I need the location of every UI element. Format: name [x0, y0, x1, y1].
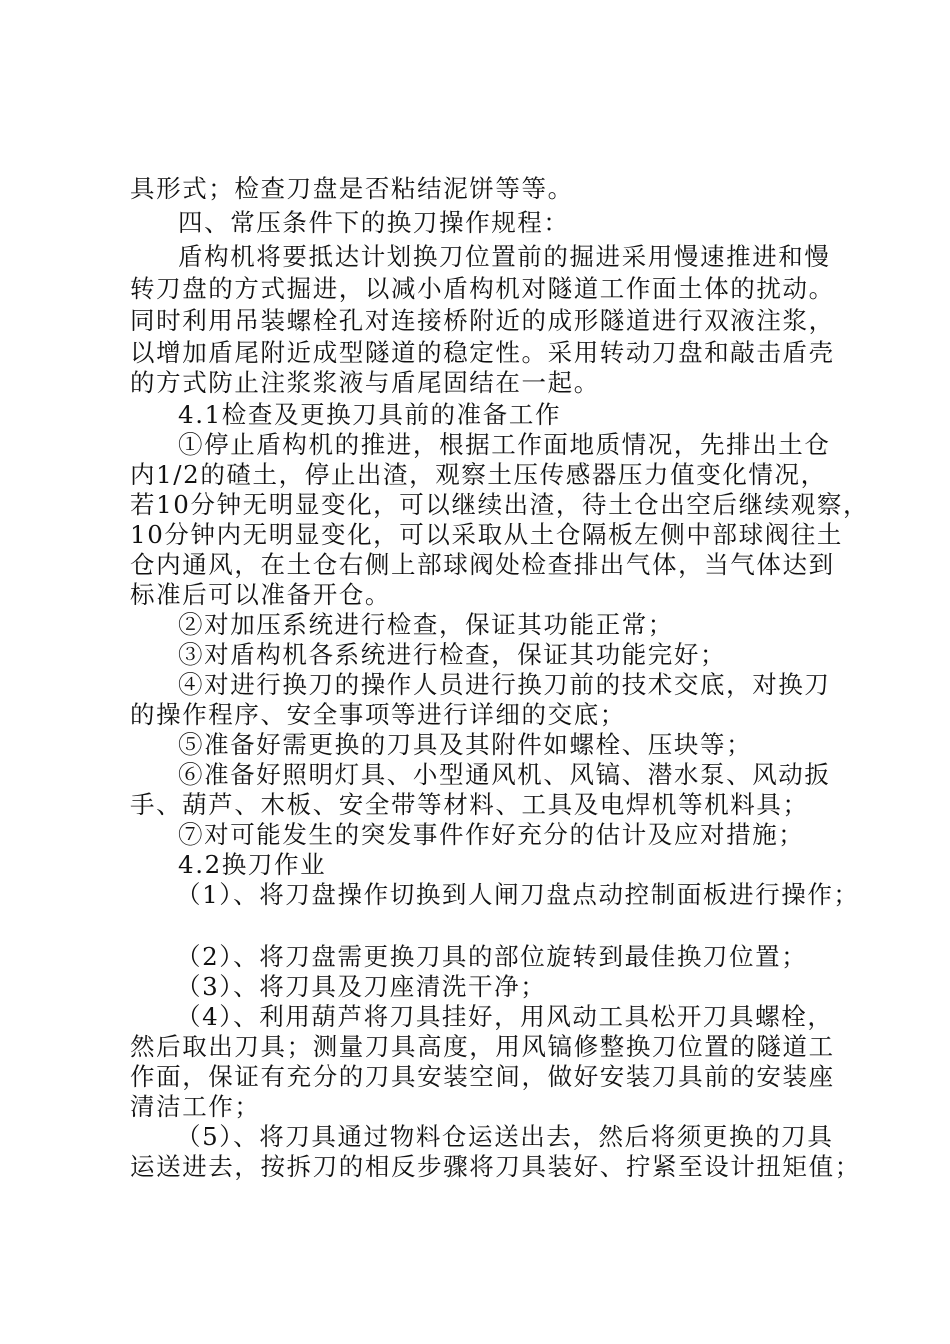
text-line: 10分钟内无明显变化，可以采取从土仓隔板左侧中部球阀往土 — [130, 520, 843, 549]
text-line: 以增加盾尾附近成型隧道的稳定性。采用转动刀盘和敲击盾壳 — [130, 338, 835, 367]
list-item: （3）、将刀具及刀座清洗干净； — [176, 972, 547, 1001]
text-line: 运送进去，按拆刀的相反步骤将刀具装好、拧紧至设计扭矩值； — [130, 1152, 861, 1181]
subsection-heading: 4.2换刀作业 — [178, 850, 327, 879]
text-line: 内1/2的碴土，停止出渣，观察土压传感器压力值变化情况， — [130, 460, 827, 489]
text-line: 的方式防止注浆浆液与盾尾固结在一起。 — [130, 368, 600, 397]
list-item: ⑦对可能发生的突发事件作好充分的估计及应对措施； — [178, 820, 805, 849]
list-item: （1）、将刀盘操作切换到人闸刀盘点动控制面板进行操作； — [176, 880, 860, 909]
list-item: ⑥准备好照明灯具、小型通风机、风镐、潜水泵、风动扳 — [178, 760, 831, 789]
text-line: 若10分钟无明显变化，可以继续出渣，待土仓出空后继续观察， — [130, 490, 870, 519]
text-line: 作面，保证有充分的刀具安装空间，做好安装刀具前的安装座 — [130, 1062, 835, 1091]
subsection-heading: 4.1检查及更换刀具前的准备工作 — [178, 400, 562, 429]
list-item: （4）、利用葫芦将刀具挂好，用风动工具松开刀具螺栓， — [176, 1002, 834, 1031]
text-line: 然后取出刀具；测量刀具高度，用风镐修整换刀位置的隧道工 — [130, 1032, 835, 1061]
text-line: 标准后可以准备开仓。 — [130, 580, 391, 609]
text-line: 清洁工作； — [130, 1092, 261, 1121]
list-item: （2）、将刀盘需更换刀具的部位旋转到最佳换刀位置； — [176, 942, 808, 971]
text-line: 的操作程序、安全事项等进行详细的交底； — [130, 700, 626, 729]
list-item: ②对加压系统进行检查，保证其功能正常； — [178, 610, 674, 639]
text-line: 具形式；检查刀盘是否粘结泥饼等等。 — [130, 174, 574, 203]
list-item: ⑤准备好需更换的刀具及其附件如螺栓、压块等； — [178, 730, 753, 759]
text-line: 手、葫芦、木板、安全带等材料、工具及电焊机等机料具； — [130, 790, 809, 819]
text-line: 仓内通风，在土仓右侧上部球阀处检查排出气体，当气体达到 — [130, 550, 835, 579]
text-line: ①停止盾构机的推进，根据工作面地质情况，先排出土仓 — [178, 430, 831, 459]
text-line: 同时利用吊装螺栓孔对连接桥附近的成形隧道进行双液注浆， — [130, 306, 835, 335]
text-line: 盾构机将要抵达计划换刀位置前的掘进采用慢速推进和慢 — [178, 242, 831, 271]
section-heading: 四、常压条件下的换刀操作规程： — [178, 208, 570, 237]
list-item: （5）、将刀具通过物料仓运送出去，然后将须更换的刀具 — [176, 1122, 834, 1151]
text-line: 转刀盘的方式掘进，以减小盾构机对隧道工作面土体的扰动。 — [130, 274, 835, 303]
list-item: ④对进行换刀的操作人员进行换刀前的技术交底，对换刀 — [178, 670, 831, 699]
list-item: ③对盾构机各系统进行检查，保证其功能完好； — [178, 640, 727, 669]
